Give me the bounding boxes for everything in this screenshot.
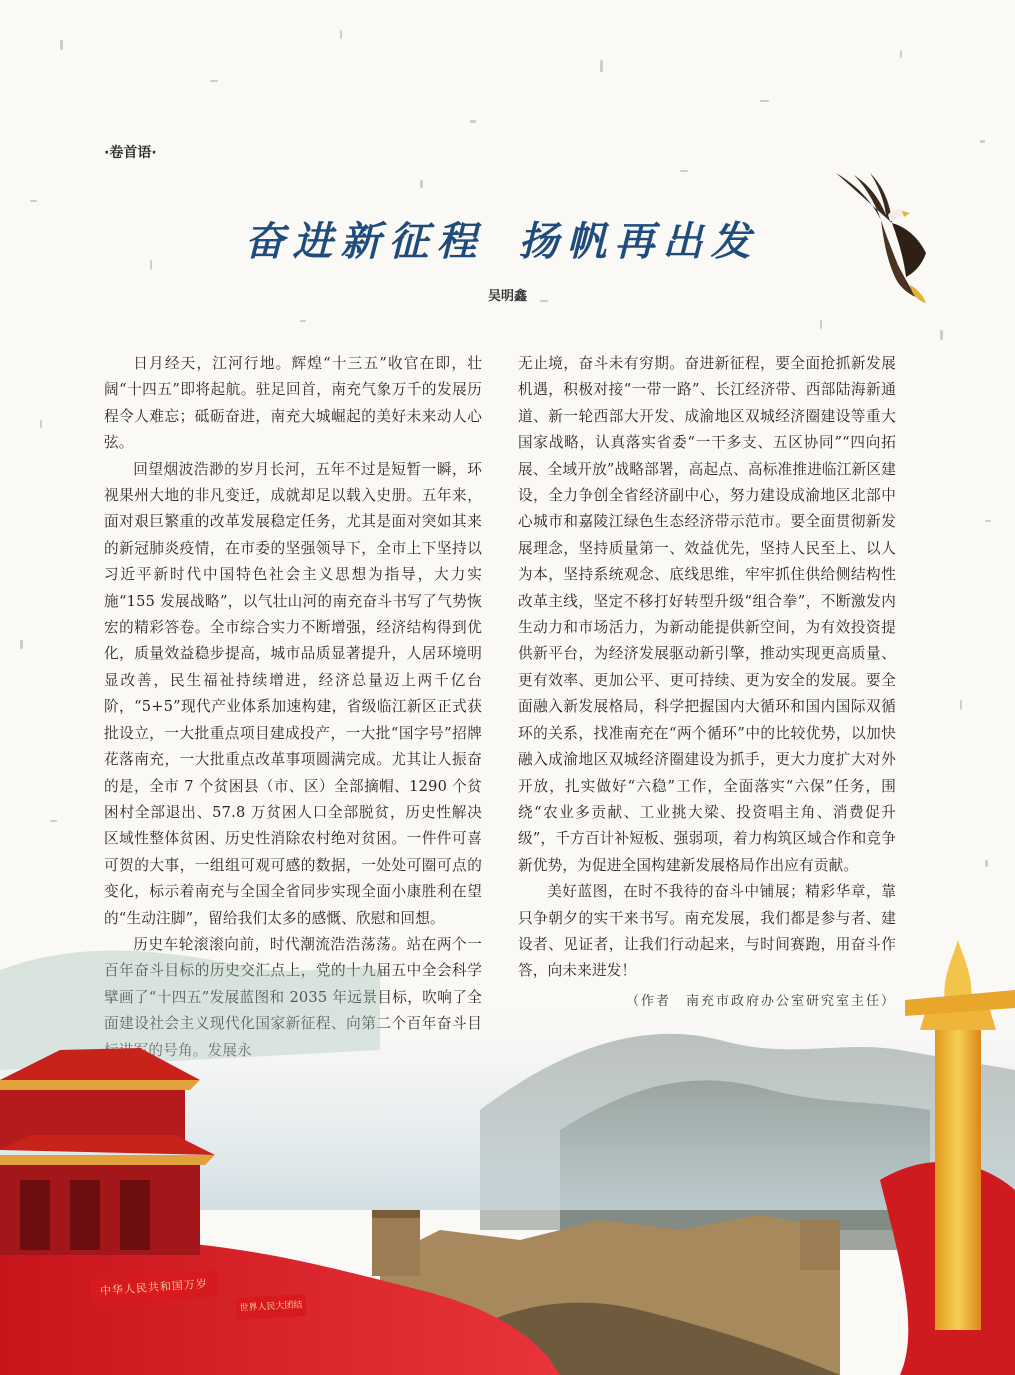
gate-slogan-sign: 中华人民共和国万岁 [89,1271,219,1306]
article-column-right [518,351,896,1015]
title-part-2: 扬帆再出发 [518,218,759,265]
paragraph-4: 美好蓝图，在时不我待的奋斗中铺展；精彩华章，靠只争朝夕的实干来书写。南充发展，我们都是参与者、建设者、见证者，让我们行动起来，与时间赛跑，用奋斗作答，向未来进发！ [518,883,896,980]
paragraph-2: 回望烟波浩渺的岁月长河，五年不过是短暂一瞬，环视果州大地的非凡变迁，成就却足以载入史册。五年来，面对艰巨繁重的改革发展稳定任务，尤其是面对突如其来的新冠肺炎疫情，在市委的坚强领导下，全市上下坚持以习近平新时代中国特色社会主义思想为指导，大力实施“155 发展战略”，以气壮山河的南充奋斗书写了气势恢宏的精彩答卷。全市综合实力不断增强，经济结构得到优化，质量效益稳步提高，城市品质显著提升，人居环境明显改善，民生福祉持续增进，经济总量迈上两千亿台阶，“5+5”现代产业体系加速构建，省级临江新区正式获批设立，一大批重点项目建成投产，一大批“国字号”招牌花落南充，一大批重点改革事项圆满完成。尤其让人振奋的是，全市 7 个贫困县（市、区）全部摘帽、1290 个贫困村全部退出、57.8 万贫困人口全部脱贫，历史性解决区域性整体贫困、历史性消除农村绝对贫困。一件件可喜可贺的大事，一组组可观可感的数据，一处处可圈可点的变化，标示着南充与全国全省同步实现全面小康胜利在望的“生动注脚”，留给我们太多的感慨、欣慰和回想。 [104,460,482,927]
paragraph-1: 日月经天，江河行地。辉煌“十三五”收官在即，壮阔“十四五”即将起航。驻足回首，南充气象万千的发展历程令人难忘；砥砺奋进，南充大城崛起的美好未来动人心弦。 [104,355,482,452]
landscape-illustration [0,930,1015,1375]
title-part-1: 奋进新征程 [244,218,485,265]
author-name: 吴明鑫 [487,289,527,304]
paragraph-3-continued: 无止境，奋斗未有穷期。奋进新征程，要全面抢抓新发展机遇，积极对接“一带一路”、长江经济带、西部陆海新通道、新一轮西部大开发、成渝地区双城经济圈建设等重大国家战略，认真落实省委“一干多支、五区协同”“四向拓展、全域开放”战略部署，高起点、高标准推进临江新区建设，全力争创全省经济副中心，努力建设成渝地区北部中心城市和嘉陵江绿色生态经济带示范市。要全面贯彻新发展理念，坚持质量第一、效益优先，坚持人民至上、以人为本，坚持系统观念、底线思维，牢牢抓住供给侧结构性改革主线，坚定不移打好转型升级“组合拳”，不断激发内生动力和市场活力，为新动能提供新空间，为有效投资提供新平台，为经济发展驱动新引擎，推动实现更高质量、更有效率、更加公平、更可持续、更为安全的发展。要全面融入新发展格局，科学把握国内大循环和国内国际双循环的关系，找准南充在“两个循环”中的比较优势，以加快融入成渝地区双城经济圈建设为抓手，更大力度扩大对外开放，扎实做好“六稳”工作，全面落实“六保”任务，围绕“农业多贡献、工业挑大梁、投资唱主角、消费促升级”，千方百计补短板、强弱项，着力构筑区域合作和竞争新优势，为促进全国构建新发展格局作出应有贡献。 [518,355,896,874]
author-signature: （作者 南充市政府办公室研究室主任） [625,993,896,1009]
eagle-illustration [826,165,936,305]
paragraph-3: 历史车轮滚滚向前，时代潮流浩浩荡荡。站在两个一百年奋斗目标的历史交汇点上，党的十九届五中全会科学擘画了“十四五”发展蓝图和 2035 年远景目标，吹响了全 [104,935,482,1006]
gate-slogan-sign-small: 世界人民大团结 [235,1294,306,1320]
column-label: ·卷首语· [104,145,157,161]
